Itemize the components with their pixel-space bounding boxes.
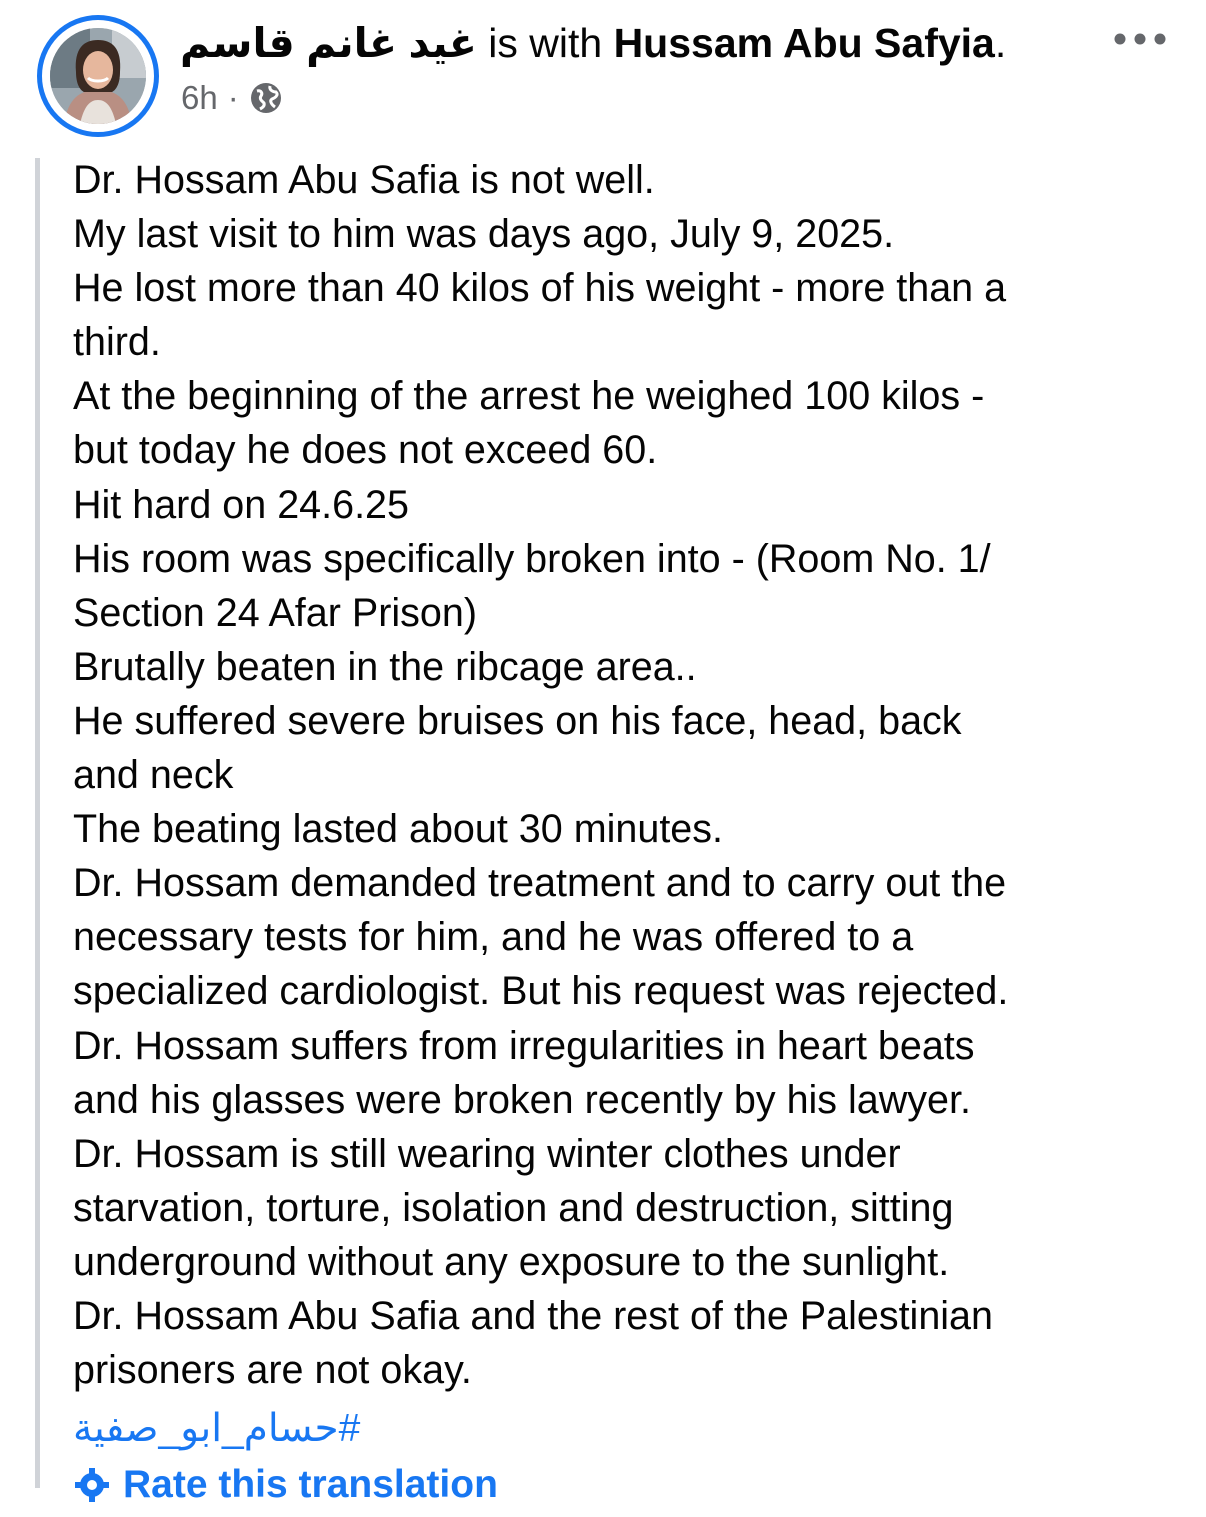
gear-icon: [73, 1466, 111, 1504]
post-header: [0, 0, 1206, 140]
more-options-icon[interactable]: [1112, 26, 1168, 52]
post-text-line: but today he does not exceed 60.: [73, 428, 658, 473]
post-text-line: Section 24 Afar Prison): [73, 590, 477, 635]
post-text-line: Dr. Hossam is still wearing winter clothes under: [73, 1131, 901, 1176]
post-text-line: and his glasses were broken recently by his lawyer.: [73, 1077, 971, 1122]
post-text-line: starvation, torture, isolation and destruction, sitting: [73, 1185, 954, 1230]
post-text-line: specialized cardiologist. But his request was rejected.: [73, 969, 1009, 1014]
post-text-line: The beating lasted about 30 minutes.: [73, 807, 723, 852]
post-text-line: Dr. Hossam Abu Safia and the rest of the Palestinian: [73, 1293, 993, 1338]
post-text-line: necessary tests for him, and he was offered to a: [73, 915, 914, 960]
post-text-line: Dr. Hossam Abu Safia is not well.: [73, 158, 655, 202]
post-text-line: and neck: [73, 753, 234, 798]
post-text-line: Hit hard on 24.6.25: [73, 482, 409, 527]
with-text: is with: [476, 20, 614, 66]
tagged-suffix: .: [994, 20, 1007, 66]
meta-separator: ·: [227, 79, 239, 116]
author-avatar-ring[interactable]: [37, 15, 159, 137]
post-timestamp[interactable]: 6h: [181, 79, 218, 116]
translation-quote-bar: [35, 158, 40, 1488]
post-text-line: His room was specifically broken into - (Room No. 1/: [73, 536, 991, 581]
post-text-line: He lost more than 40 kilos of his weight - more than a: [73, 266, 1007, 311]
avatar-photo: [50, 28, 146, 124]
tagged-person-name[interactable]: Hussam Abu Safyia: [613, 20, 995, 66]
avatar[interactable]: [50, 28, 146, 124]
post-text-line: Brutally beaten in the ribcage area..: [73, 644, 697, 689]
rate-translation-label: Rate this translation: [123, 1463, 498, 1506]
rate-translation-link[interactable]: [73, 1460, 498, 1510]
globe-icon[interactable]: [249, 81, 283, 115]
post-body: [73, 153, 1183, 1397]
author-name[interactable]: غيد غانم قاسم: [180, 20, 477, 66]
post-text-line: third.: [73, 320, 161, 365]
post-text-line: My last visit to him was days ago, July 9, 2025.: [73, 212, 895, 257]
post-text-line: At the beginning of the arrest he weighed 100 kilos -: [73, 374, 985, 419]
post-text-line: He suffered severe bruises on his face, head, back: [73, 698, 962, 743]
hashtag-link[interactable]: #حسام_ابو_صفية: [73, 1407, 361, 1450]
post-text-line: Dr. Hossam suffers from irregularities in heart beats: [73, 1023, 975, 1068]
post-text-line: Dr. Hossam demanded treatment and to carry out the: [73, 861, 1007, 906]
author-line: [180, 18, 1006, 68]
post-text-line: underground without any exposure to the sunlight.: [73, 1239, 950, 1284]
post-text-line: prisoners are not okay.: [73, 1348, 472, 1393]
post-meta: [181, 78, 283, 118]
